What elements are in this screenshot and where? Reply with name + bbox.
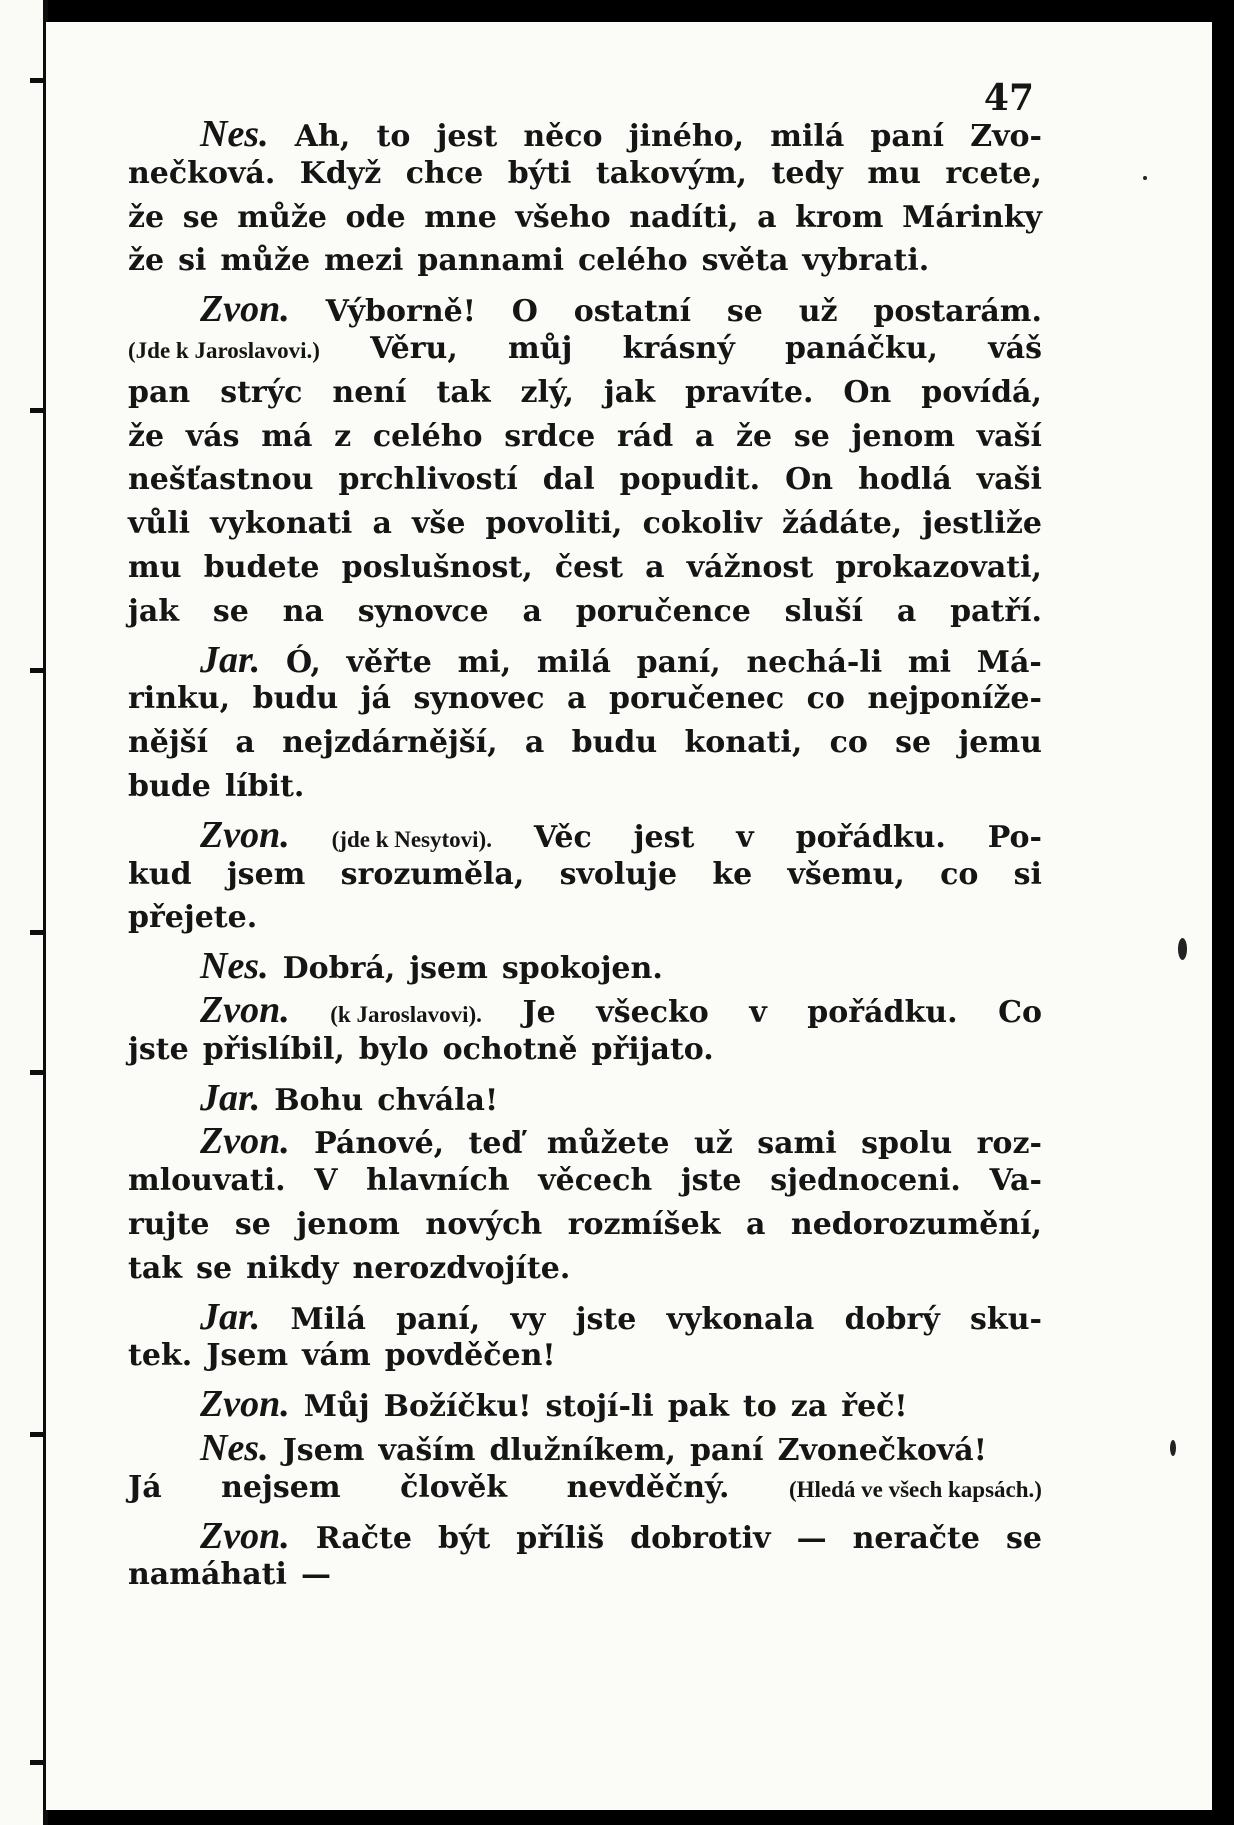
word: vám xyxy=(302,1338,371,1374)
stage-direction: (Hledá ve všech kapsách.) xyxy=(788,1476,1042,1502)
ink-speck xyxy=(1143,176,1147,180)
speaker-name: Zvon. xyxy=(200,1120,290,1163)
word: neračte xyxy=(852,1520,980,1556)
text-line xyxy=(128,112,1042,156)
word: všemu, xyxy=(787,856,905,892)
word: takovým, xyxy=(595,155,748,191)
text-line xyxy=(128,287,1042,331)
text-line xyxy=(128,900,1042,944)
word: se xyxy=(182,199,219,235)
word: vykonala xyxy=(666,1301,815,1337)
word: vše xyxy=(412,506,466,542)
play-text xyxy=(128,112,1042,1601)
page-number: 47 xyxy=(983,77,1034,119)
word: milá xyxy=(536,644,611,680)
word: spokojen. xyxy=(501,951,663,987)
word: vůli xyxy=(128,506,191,542)
word: cokoliv xyxy=(642,506,762,542)
speaker-name: Zvon. xyxy=(200,1514,290,1557)
word: pořádku. xyxy=(795,819,946,855)
word: ode xyxy=(345,199,406,235)
word: vás xyxy=(185,418,240,454)
word: a xyxy=(757,199,777,235)
word: v xyxy=(749,994,767,1030)
text-line xyxy=(128,1557,1042,1601)
word: nechá-li xyxy=(746,644,883,680)
word: synovce xyxy=(357,593,489,629)
text-line xyxy=(128,1295,1042,1339)
word: Zvonečková! xyxy=(777,1432,987,1468)
word: — xyxy=(300,1557,331,1593)
word: se xyxy=(726,294,763,330)
word: mi, xyxy=(457,644,512,680)
word: všecko xyxy=(596,994,709,1030)
word: pannami xyxy=(417,243,564,279)
text-line xyxy=(128,813,1042,857)
text-line xyxy=(128,725,1042,769)
word: roz- xyxy=(976,1126,1042,1162)
word: a xyxy=(694,418,715,454)
text-line xyxy=(128,1032,1042,1076)
word: vybrati. xyxy=(802,243,930,279)
word: a xyxy=(235,725,255,761)
speaker-name: Jar. xyxy=(200,1076,261,1119)
word: dal xyxy=(542,462,595,498)
word: rcete, xyxy=(945,155,1042,191)
word: to xyxy=(742,1389,777,1425)
word: tedy xyxy=(771,155,843,191)
word: Já xyxy=(128,1469,162,1505)
word: Va- xyxy=(989,1163,1042,1199)
word: chvála! xyxy=(377,1082,499,1118)
word: celého xyxy=(372,418,483,454)
word: nerozdvojíte. xyxy=(352,1250,571,1286)
word: paní, xyxy=(396,1301,481,1337)
word: hlavních xyxy=(366,1163,510,1199)
text-line xyxy=(128,550,1042,594)
text-line xyxy=(128,857,1042,901)
word: Márinky xyxy=(902,199,1042,235)
text-line xyxy=(128,1163,1042,1207)
word: nejzdárnější, xyxy=(282,725,498,761)
word: Ah, xyxy=(294,119,351,154)
word: Pánové, xyxy=(314,1126,445,1162)
word: budu xyxy=(252,681,339,717)
word: mi xyxy=(907,644,952,680)
word: všeho xyxy=(515,199,611,235)
speaker-name: Nes. xyxy=(200,113,269,155)
word: že xyxy=(736,418,773,454)
word: já xyxy=(360,681,391,717)
word: Věc xyxy=(533,819,592,855)
word: namáhati xyxy=(128,1557,287,1593)
word: vykonati xyxy=(210,506,353,542)
word: jsem xyxy=(409,951,488,987)
word: povoliti, xyxy=(485,506,623,542)
text-line xyxy=(128,1470,1042,1514)
word: poslušnost, xyxy=(341,549,533,585)
word: popudit. xyxy=(619,462,761,498)
speaker-name: Nes. xyxy=(200,1426,269,1469)
word: a xyxy=(524,725,545,761)
word: mezi xyxy=(324,243,404,279)
word: povídá, xyxy=(921,374,1042,410)
word: pořádku. xyxy=(807,994,958,1030)
word: dobrý xyxy=(844,1301,940,1337)
text-line xyxy=(128,769,1042,813)
word: jest xyxy=(436,119,498,154)
word: Dobrá, xyxy=(282,951,396,987)
word: vážnost xyxy=(686,549,814,585)
word: může xyxy=(237,199,327,235)
stage-direction: (jde k Nesytovi). xyxy=(331,826,492,852)
word: kud xyxy=(128,856,192,892)
word: celého xyxy=(578,243,688,279)
word: na xyxy=(282,593,324,629)
text-line xyxy=(128,156,1042,200)
word: Výborně! xyxy=(325,294,476,330)
word: On xyxy=(785,462,834,498)
word: se xyxy=(234,1206,271,1242)
word: nových xyxy=(425,1206,543,1242)
word: rád xyxy=(616,418,674,454)
word: O xyxy=(511,294,538,330)
word: poručence xyxy=(575,593,751,629)
word: patří. xyxy=(950,593,1042,629)
word: Jsem xyxy=(206,1338,289,1374)
text-line xyxy=(128,506,1042,550)
word: Jsem xyxy=(282,1432,365,1468)
word: sjednoceni. xyxy=(770,1163,961,1199)
word: budete xyxy=(203,549,320,585)
word: světa xyxy=(701,243,789,279)
word: jak xyxy=(603,374,655,410)
word: a xyxy=(645,549,665,585)
word: Po- xyxy=(987,819,1042,855)
word: se xyxy=(196,1250,233,1286)
word: jenom xyxy=(296,1206,400,1242)
word: může xyxy=(220,243,311,279)
word: krom xyxy=(795,199,884,235)
word: milá xyxy=(770,119,845,154)
word: vaší xyxy=(976,418,1042,454)
word: už xyxy=(798,294,838,330)
word: z xyxy=(334,418,352,454)
word: být xyxy=(438,1520,491,1556)
word: tak xyxy=(128,1250,183,1286)
word: Račte xyxy=(315,1520,412,1556)
word: sluší xyxy=(784,593,864,629)
word: hodlá xyxy=(858,462,952,498)
word: si xyxy=(178,243,207,279)
word: nejsem xyxy=(221,1469,341,1505)
word: jiného, xyxy=(628,119,745,154)
word: už xyxy=(693,1126,733,1162)
word: dobrotiv xyxy=(630,1520,771,1556)
text-line xyxy=(128,1382,1042,1426)
word: přislíbil, xyxy=(202,1031,345,1067)
word: pravíte. xyxy=(684,374,814,410)
word: jest xyxy=(633,819,695,855)
speaker-name: Jar. xyxy=(200,1295,261,1338)
word: můžete xyxy=(546,1126,670,1162)
word: vaši xyxy=(976,462,1042,498)
word: paní xyxy=(870,119,945,154)
word: Má- xyxy=(976,644,1042,680)
word: že xyxy=(128,199,165,235)
word: nější xyxy=(128,725,209,761)
word: chce xyxy=(405,155,484,191)
speaker-name: Jar. xyxy=(200,638,261,681)
word: za xyxy=(790,1389,828,1425)
word: strýc xyxy=(220,374,303,410)
word: mlouvati. xyxy=(128,1163,286,1199)
word: Věru, xyxy=(370,330,458,366)
word: ostatní xyxy=(573,294,692,330)
word: jste xyxy=(680,1163,742,1199)
word: řeč! xyxy=(841,1389,908,1425)
text-line xyxy=(128,594,1042,638)
word: jsem xyxy=(226,856,306,892)
word: ochotně xyxy=(442,1031,578,1067)
ink-speck xyxy=(1170,1440,1176,1456)
speaker-name: Zvon. xyxy=(200,813,290,856)
word: nejponíže- xyxy=(867,681,1042,717)
word: sami xyxy=(757,1126,837,1162)
word: má xyxy=(261,418,313,454)
word: že xyxy=(128,418,165,454)
word: On xyxy=(843,374,892,410)
word: co xyxy=(940,856,979,892)
text-line xyxy=(128,462,1042,506)
word: Co xyxy=(998,994,1042,1030)
word: to xyxy=(376,119,411,154)
text-line xyxy=(128,200,1042,244)
word: bylo xyxy=(358,1031,429,1067)
word: rinku, xyxy=(128,681,231,717)
text-line xyxy=(128,988,1042,1032)
word: jste xyxy=(128,1031,189,1067)
word: dlužníkem, xyxy=(489,1432,676,1468)
word: krásný xyxy=(622,330,735,366)
speaker-name: Zvon. xyxy=(200,988,290,1031)
word: prchlivostí xyxy=(338,462,518,498)
word: teď xyxy=(468,1126,523,1162)
word: konati, xyxy=(684,725,803,761)
word: svoluje xyxy=(559,856,678,892)
binding-margin xyxy=(0,0,46,1825)
word: vaším xyxy=(378,1432,476,1468)
word: není xyxy=(332,374,407,410)
word: budu xyxy=(571,725,658,761)
text-line xyxy=(128,681,1042,725)
word: paní xyxy=(689,1432,764,1468)
word: a xyxy=(522,593,542,629)
word: jestliže xyxy=(922,506,1042,542)
word: vy xyxy=(510,1301,546,1337)
word: zlý, xyxy=(520,374,574,410)
word: jak xyxy=(128,593,180,629)
word: čest xyxy=(554,549,623,585)
word: panáčku, xyxy=(785,330,939,366)
word: mne xyxy=(424,199,497,235)
word: rujte xyxy=(128,1206,210,1242)
word: co xyxy=(806,681,845,717)
word: nadíti, xyxy=(629,199,739,235)
text-line xyxy=(128,1514,1042,1558)
text-line xyxy=(128,1338,1042,1382)
text-line xyxy=(128,944,1042,988)
word: se xyxy=(1005,1520,1042,1556)
text-line xyxy=(128,331,1042,375)
word: váš xyxy=(988,330,1042,366)
word: pak xyxy=(667,1389,729,1425)
word: sku- xyxy=(970,1301,1042,1337)
text-line xyxy=(128,1119,1042,1163)
word: poručenec xyxy=(608,681,785,717)
word: věřte xyxy=(346,644,432,680)
text-line xyxy=(128,638,1042,682)
word: přejete. xyxy=(128,900,258,936)
word: jemu xyxy=(958,725,1042,761)
text-line xyxy=(128,243,1042,287)
word: pan xyxy=(128,374,191,410)
word: býti xyxy=(507,155,572,191)
word: a xyxy=(372,506,392,542)
word: se xyxy=(212,593,249,629)
word: si xyxy=(1013,856,1042,892)
stage-direction: (k Jaroslavovi). xyxy=(330,1001,482,1027)
word: jste xyxy=(575,1301,637,1337)
word: mu xyxy=(867,155,921,191)
word: Ó, xyxy=(285,644,321,680)
word: že xyxy=(128,243,165,279)
word: spolu xyxy=(861,1126,953,1162)
word: nikdy xyxy=(246,1250,339,1286)
word: V xyxy=(314,1163,338,1199)
text-line xyxy=(128,419,1042,463)
word: nedorozumění, xyxy=(790,1206,1042,1242)
word: povděčen! xyxy=(384,1338,556,1374)
word: srozuměla, xyxy=(340,856,525,892)
speaker-name: Nes. xyxy=(200,945,269,988)
word: přijato. xyxy=(591,1031,714,1067)
word: rozmíšek xyxy=(567,1206,721,1242)
word: příliš xyxy=(516,1520,605,1556)
word: Můj xyxy=(303,1389,370,1425)
word: Zvo- xyxy=(970,119,1042,154)
speaker-name: Zvon. xyxy=(200,288,290,331)
word: tak xyxy=(436,374,491,410)
word: stojí-li xyxy=(545,1389,654,1425)
word: tek. xyxy=(128,1338,193,1374)
word: Je xyxy=(522,994,556,1030)
word: Když xyxy=(299,155,382,191)
word: líbit. xyxy=(224,768,305,804)
word: co xyxy=(829,725,868,761)
word: v xyxy=(736,819,754,855)
text-line xyxy=(128,375,1042,419)
word: bude xyxy=(128,768,211,804)
text-line xyxy=(128,1076,1042,1120)
word: věcech xyxy=(538,1163,653,1199)
word: prokazovati, xyxy=(835,549,1042,585)
text-line xyxy=(128,1251,1042,1295)
speaker-name: Zvon. xyxy=(200,1383,290,1426)
word: něco xyxy=(523,119,603,154)
ink-speck xyxy=(1178,938,1187,960)
word: jenom xyxy=(851,418,956,454)
word: Božíčku! xyxy=(383,1389,532,1425)
word: se xyxy=(793,418,830,454)
stage-direction: (Jde k Jaroslavovi.) xyxy=(128,337,320,363)
word: a xyxy=(745,1206,766,1242)
word: postarám. xyxy=(873,294,1042,330)
word: žádáte, xyxy=(781,506,903,542)
word: mu xyxy=(128,549,182,585)
word: Bohu xyxy=(274,1082,364,1118)
word: — xyxy=(796,1520,827,1556)
word: nevděčný. xyxy=(566,1469,730,1505)
word: člověk xyxy=(400,1469,508,1505)
word: srdce xyxy=(504,418,596,454)
word: můj xyxy=(508,330,573,366)
word: synovec xyxy=(413,681,545,717)
word: a xyxy=(896,593,917,629)
word: nešťastnou xyxy=(128,462,314,498)
word: Milá xyxy=(290,1301,366,1337)
word: ke xyxy=(712,856,753,892)
word: paní, xyxy=(636,644,721,680)
text-line xyxy=(128,1207,1042,1251)
word: a xyxy=(567,681,587,717)
word: nečková. xyxy=(128,155,276,191)
word: se xyxy=(895,725,932,761)
text-line xyxy=(128,1426,1042,1470)
